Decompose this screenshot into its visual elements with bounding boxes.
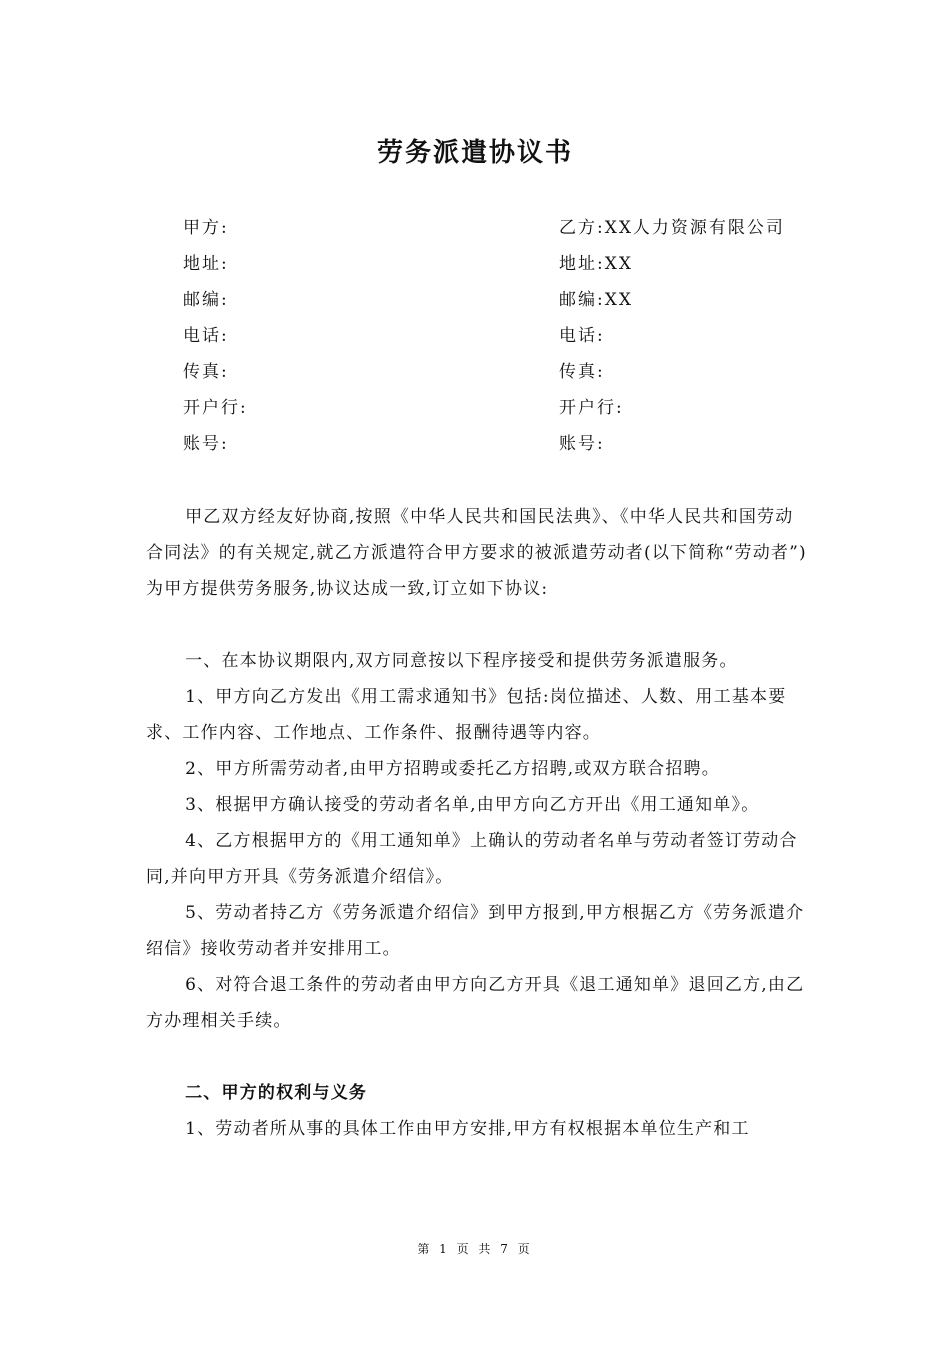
section2-heading: 二、甲方的权利与义务 (185, 1083, 368, 1103)
party-a-postcode: 邮编: (183, 290, 229, 310)
section1-item: 4、乙方根据甲方的《用工通知单》上确认的劳动者名单与劳动者签订劳动合同,并向甲方开具《劳务派遣介绍信》。 (146, 831, 798, 887)
party-a-phone: 电话: (183, 326, 229, 346)
party-b-fax: 传真: (559, 362, 605, 382)
party-b-bank: 开户行: (559, 398, 624, 418)
preamble-paragraph: 甲乙双方经友好协商,按照《中华人民共和国民法典》、《中华人民共和国劳动合同法》的有关规定,就乙方派遣符合甲方要求的被派遣劳动者(以下简称“劳动者”)为甲方提供劳务服务,协议达成一致,订立如下协议: (146, 507, 807, 599)
party-b-name: 乙方:XX人力资源有限公司 (559, 218, 785, 238)
party-a-info (183, 210, 543, 462)
spacer (146, 607, 810, 643)
party-a-account: 账号: (183, 434, 229, 454)
section1-item: 6、对符合退工条件的劳动者由甲方向乙方开具《退工通知单》退回乙方,由乙方办理相关手续。 (146, 975, 805, 1031)
section2-item: 1、劳动者所从事的具体工作由甲方安排,甲方有权根据本单位生产和工 (185, 1119, 750, 1139)
party-b-phone: 电话: (559, 326, 605, 346)
document-title: 劳务派遣协议书 (376, 138, 573, 168)
party-b-address: 地址:XX (559, 254, 633, 274)
party-b-postcode: 邮编:XX (559, 290, 633, 310)
section1-item: 5、劳动者持乙方《劳务派遣介绍信》到甲方报到,甲方根据乙方《劳务派遣介绍信》接收劳动者并安排用工。 (146, 903, 805, 959)
party-b-account: 账号: (559, 434, 605, 454)
party-b-info (559, 210, 889, 462)
section1-item: 3、根据甲方确认接受的劳动者名单,由甲方向乙方开出《用工通知单》。 (185, 795, 760, 815)
section1-heading: 一、在本协议期限内,双方同意按以下程序接受和提供劳务派遣服务。 (185, 651, 738, 671)
page-number-footer: 第 1 页 共 7 页 (417, 1242, 533, 1256)
section1-item: 1、甲方向乙方发出《用工需求通知书》包括:岗位描述、人数、用工基本要求、工作内容、工作地点、工作条件、报酬待遇等内容。 (146, 687, 787, 743)
document-body (146, 499, 810, 1147)
party-a-fax: 传真: (183, 362, 229, 382)
party-a-address: 地址: (183, 254, 229, 274)
spacer (146, 1039, 810, 1075)
party-a-bank: 开户行: (183, 398, 248, 418)
party-a-name: 甲方: (183, 218, 229, 238)
section1-item: 2、甲方所需劳动者,由甲方招聘或委托乙方招聘,或双方联合招聘。 (185, 759, 720, 779)
